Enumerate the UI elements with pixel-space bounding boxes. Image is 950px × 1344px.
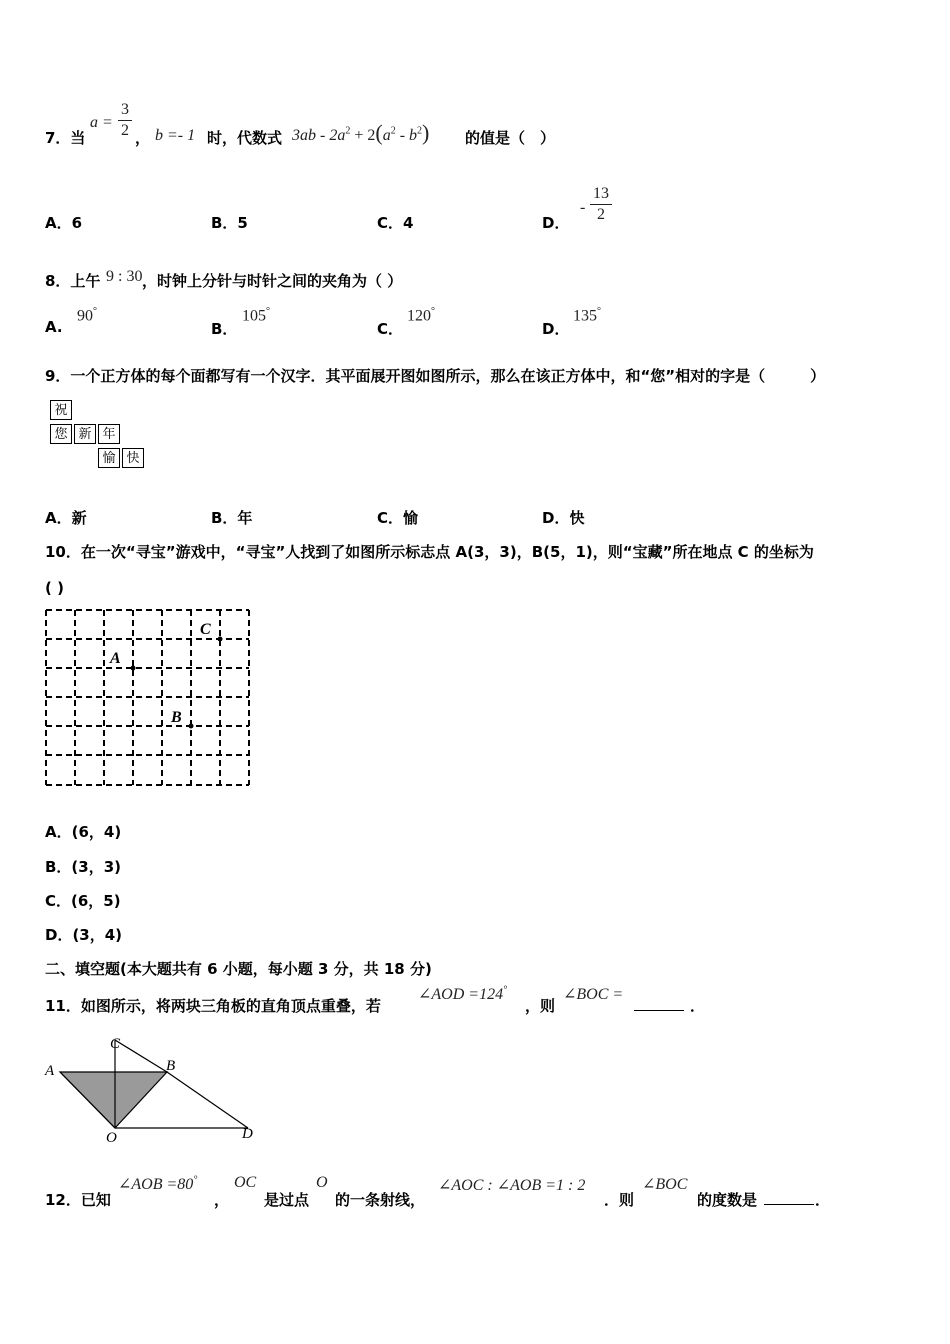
q11-tail: ． [690, 997, 706, 1015]
q7-d-sign: - [580, 199, 586, 216]
cube-net-cell-2: 您 [50, 424, 72, 444]
segment-bd [167, 1072, 248, 1128]
q8-label-c: C． [377, 320, 404, 338]
q7-expr-sq3: 2 [417, 125, 423, 137]
section-2-heading: 二、填空题(本大题共有 6 小题，每小题 3 分，共 18 分) [45, 960, 432, 978]
q7-expr-a: 3ab - 2a [292, 127, 346, 144]
q7-expr-c: a [382, 127, 391, 144]
fig-label-b: B [166, 1058, 176, 1074]
q11-angle-aod-deg: ° [503, 984, 508, 996]
q7-comma: ， [135, 129, 151, 147]
q12-text-c: 的一条射线， [335, 1191, 426, 1209]
q12-angle-aob-value: ∠AOB =80 [118, 1176, 194, 1193]
q8-label-a: A. [45, 318, 63, 336]
q8-label-b: B． [211, 320, 238, 338]
label-a: A [110, 650, 121, 667]
q9-option-b: B．年 [211, 509, 253, 527]
q11-prefix: 11．如图所示，将两块三角板的直角顶点重叠，若 [45, 997, 381, 1015]
q11-angle-boc: ∠BOC = [563, 986, 624, 1003]
fig-label-c: C [110, 1036, 121, 1052]
q7-tail: 的值是（ ） [465, 129, 556, 147]
q8-value-d-deg: ° [597, 306, 601, 317]
q7-a-denominator: 2 [121, 122, 129, 139]
label-c: C [200, 621, 211, 638]
q7-d-denominator: 2 [597, 206, 605, 223]
q9-question: 9．一个正方体的每个面都写有一个汉字．其平面展开图如图所示，那么在该正方体中，和“您”相对的字是（ ） [45, 367, 826, 385]
q11-angle-aod [418, 984, 507, 1004]
point-a [131, 666, 136, 671]
q7-expr-sq1: 2 [345, 125, 351, 137]
q8-value-b-num: 105 [242, 307, 266, 325]
q7-d-fraction [590, 185, 612, 224]
label-b: B [171, 709, 182, 726]
q8-value-c-deg: ° [431, 306, 435, 317]
q10-option-b: B．(3，3) [45, 858, 122, 876]
q7-expr-sq2: 2 [390, 125, 396, 137]
q8-value-a-num: 90 [77, 307, 93, 325]
q8-value-c [407, 306, 435, 325]
q8-suffix: ，时钟上分针与时针之间的夹角为（ ） [142, 272, 403, 290]
q8-time: 9 : 30 [106, 268, 143, 285]
segment-cb [115, 1040, 167, 1072]
q8-value-c-num: 120 [407, 307, 431, 325]
q10-option-c: C．(6，5) [45, 892, 121, 910]
q12-text-e: 的度数是 [697, 1191, 758, 1209]
cube-net-cell-4: 年 [98, 424, 120, 444]
q7-expression: $3ab - 2a^2 + 2(a^2 - b^2)$ [292, 120, 430, 145]
q7-when: 时，代数式 [207, 129, 283, 147]
cube-net-cell-5: 愉 [98, 448, 120, 468]
q10-question: 10．在一次“寻宝”游戏中，“寻宝”人找到了如图所示标志点 A(3，3)，B(5，1)，则“宝藏”所在地点 C 的坐标为 [45, 543, 814, 561]
q8-label-d: D． [542, 320, 570, 338]
q7-a-fraction [118, 101, 132, 140]
q8-value-d [573, 306, 601, 325]
q12-tail: ． [815, 1191, 831, 1209]
cube-net-cell-1: 祝 [50, 400, 72, 420]
q12-angle-aob-deg: ° [193, 1174, 198, 1186]
q7-expr-b: + 2 [350, 127, 376, 144]
q7-option-d: D． [542, 214, 570, 232]
fig-label-a: A [45, 1063, 55, 1079]
triangle-boards-figure [40, 1032, 270, 1150]
q12-ray-oc: OC [234, 1174, 257, 1191]
q12-point-o: O [316, 1174, 328, 1191]
q11-then: ，则 [525, 997, 556, 1015]
fig-label-o: O [106, 1130, 117, 1146]
q9-option-d: D．快 [542, 509, 585, 527]
q7-a-numerator: 3 [121, 101, 129, 118]
q8-value-d-num: 135 [573, 307, 597, 325]
q7-a-eq: a = [90, 114, 113, 131]
shaded-triangle-aob [60, 1072, 167, 1128]
q12-comma: ， [214, 1191, 230, 1209]
cube-net-cell-6: 快 [122, 448, 144, 468]
treasure-grid-figure [40, 602, 255, 794]
q12-answer-blank[interactable] [764, 1204, 814, 1205]
q11-angle-aod-value: ∠AOD =124 [418, 986, 504, 1003]
q8-value-a [77, 306, 97, 325]
q9-option-a: A．新 [45, 509, 87, 527]
q10-option-d: D．(3，4) [45, 926, 123, 944]
q11-answer-blank[interactable] [634, 1010, 684, 1011]
dashed-grid [46, 610, 249, 785]
q8-value-b-deg: ° [266, 306, 270, 317]
q7-option-a: A．6 [45, 214, 83, 232]
q12-ratio: ∠AOC : ∠AOB =1 : 2 [438, 1177, 586, 1194]
cube-net-cell-3: 新 [74, 424, 96, 444]
q7-option-b: B．5 [211, 214, 248, 232]
q7-b-eq: b =- 1 [155, 127, 196, 144]
point-c [218, 637, 223, 642]
fig-label-d: D [242, 1126, 253, 1142]
q12-text-d: ．则 [604, 1191, 635, 1209]
q10-option-a: A．(6，4) [45, 823, 122, 841]
q12-angle-boc: ∠BOC [642, 1176, 688, 1193]
q7-prefix: 7．当 [45, 129, 86, 147]
q8-value-b [242, 306, 270, 325]
q12-angle-aob [118, 1174, 197, 1194]
q7-option-c: C．4 [377, 214, 414, 232]
q7-d-numerator: 13 [593, 185, 609, 202]
q12-text-b: 是过点 [264, 1191, 310, 1209]
point-b [189, 724, 194, 729]
q10-paren: ( ) [45, 579, 64, 597]
q7-expr-d: - b [395, 127, 418, 144]
q9-option-c: C．愉 [377, 509, 419, 527]
q12-prefix: 12．已知 [45, 1191, 111, 1209]
q8-value-a-deg: ° [93, 306, 97, 317]
q8-prefix: 8．上午 [45, 272, 101, 290]
